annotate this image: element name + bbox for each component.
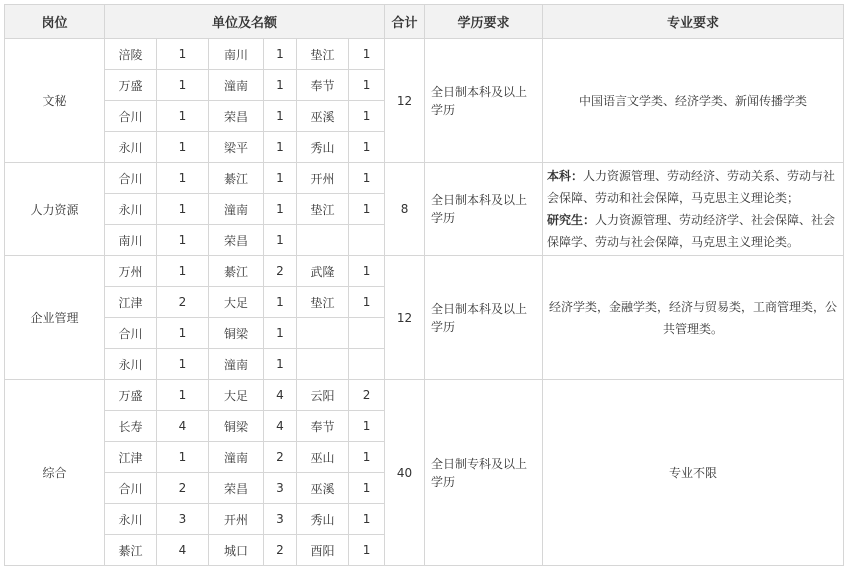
unit-name-cell: 合川 (105, 101, 157, 132)
unit-count-cell: 1 (349, 504, 385, 535)
unit-name-cell: 垫江 (297, 39, 349, 70)
unit-name-cell: 铜梁 (209, 411, 264, 442)
unit-count-cell: 1 (264, 163, 297, 194)
unit-count-cell: 1 (264, 318, 297, 349)
header-units: 单位及名额 (105, 5, 385, 39)
unit-count-cell: 2 (264, 442, 297, 473)
unit-count-cell: 2 (264, 535, 297, 566)
total-cell: 40 (385, 380, 425, 566)
unit-name-cell: 万盛 (105, 70, 157, 101)
post-cell: 综合 (5, 380, 105, 566)
unit-name-cell: 秀山 (297, 132, 349, 163)
unit-count-cell: 1 (157, 70, 209, 101)
unit-name-cell: 南川 (105, 225, 157, 256)
unit-name-cell: 荣昌 (209, 473, 264, 504)
unit-name-cell: 奉节 (297, 411, 349, 442)
unit-count-cell: 4 (157, 411, 209, 442)
unit-name-cell: 万盛 (105, 380, 157, 411)
post-cell: 企业管理 (5, 256, 105, 380)
unit-name-cell: 梁平 (209, 132, 264, 163)
unit-name-cell: 潼南 (209, 349, 264, 380)
unit-count-cell (349, 318, 385, 349)
unit-name-cell: 云阳 (297, 380, 349, 411)
unit-count-cell: 2 (349, 380, 385, 411)
unit-count-cell: 1 (349, 287, 385, 318)
unit-name-cell (297, 349, 349, 380)
unit-count-cell: 2 (157, 287, 209, 318)
unit-count-cell: 1 (157, 318, 209, 349)
unit-count-cell: 1 (157, 256, 209, 287)
unit-count-cell (349, 225, 385, 256)
unit-name-cell: 永川 (105, 349, 157, 380)
unit-name-cell: 合川 (105, 163, 157, 194)
unit-name-cell (297, 318, 349, 349)
unit-count-cell: 4 (264, 380, 297, 411)
education-cell: 全日制本科及以上学历 (425, 39, 543, 163)
unit-count-cell: 1 (157, 194, 209, 225)
unit-name-cell: 南川 (209, 39, 264, 70)
table-body (5, 39, 844, 566)
unit-name-cell: 巫溪 (297, 101, 349, 132)
unit-count-cell: 1 (157, 163, 209, 194)
unit-name-cell: 秀山 (297, 504, 349, 535)
unit-count-cell: 1 (349, 194, 385, 225)
unit-name-cell: 长寿 (105, 411, 157, 442)
major-cell: 中国语言文学类、经济学类、新闻传播学类 (543, 39, 844, 163)
unit-name-cell: 大足 (209, 380, 264, 411)
unit-count-cell: 1 (264, 225, 297, 256)
major-cell: 经济学类，金融学类，经济与贸易类，工商管理类，公共管理类。 (543, 256, 844, 380)
unit-count-cell: 3 (157, 504, 209, 535)
unit-count-cell: 1 (349, 411, 385, 442)
major-undergrad-label: 本科： (547, 169, 584, 183)
unit-count-cell: 1 (157, 380, 209, 411)
major-grad-label: 研究生： (547, 213, 596, 227)
total-cell: 12 (385, 39, 425, 163)
unit-count-cell: 1 (157, 101, 209, 132)
unit-count-cell: 2 (157, 473, 209, 504)
table-row (5, 163, 844, 194)
unit-count-cell: 1 (157, 225, 209, 256)
unit-name-cell: 城口 (209, 535, 264, 566)
unit-count-cell: 1 (349, 101, 385, 132)
unit-name-cell: 綦江 (209, 256, 264, 287)
major-undergrad-text: 人力资源管理、劳动经济、劳动关系、劳动与社会保障、劳动和社会保障，马克思主义理论类； (547, 169, 836, 205)
unit-name-cell: 万州 (105, 256, 157, 287)
unit-count-cell: 1 (264, 70, 297, 101)
education-cell: 全日制本科及以上学历 (425, 256, 543, 380)
major-grad-text: 人力资源管理、劳动经济学、社会保障、社会保障学、劳动与社会保障，马克思主义理论类。 (547, 213, 836, 249)
total-cell: 8 (385, 163, 425, 256)
unit-name-cell: 潼南 (209, 70, 264, 101)
unit-count-cell: 1 (349, 535, 385, 566)
unit-name-cell: 江津 (105, 287, 157, 318)
unit-count-cell: 1 (264, 132, 297, 163)
unit-name-cell: 巫溪 (297, 473, 349, 504)
unit-name-cell: 开州 (209, 504, 264, 535)
unit-name-cell: 开州 (297, 163, 349, 194)
unit-count-cell: 1 (264, 194, 297, 225)
unit-name-cell: 潼南 (209, 442, 264, 473)
header-total: 合计 (385, 5, 425, 39)
table-row (5, 380, 844, 411)
major-cell: 专业不限 (543, 380, 844, 566)
unit-count-cell: 3 (264, 504, 297, 535)
unit-name-cell: 铜梁 (209, 318, 264, 349)
unit-count-cell: 1 (349, 132, 385, 163)
unit-count-cell: 1 (157, 39, 209, 70)
unit-name-cell: 酉阳 (297, 535, 349, 566)
unit-count-cell: 3 (264, 473, 297, 504)
unit-count-cell: 1 (157, 349, 209, 380)
unit-count-cell: 1 (349, 39, 385, 70)
education-cell: 全日制专科及以上学历 (425, 380, 543, 566)
unit-name-cell (297, 225, 349, 256)
header-edu: 学历要求 (425, 5, 543, 39)
unit-name-cell: 垫江 (297, 287, 349, 318)
major-cell (543, 163, 844, 256)
unit-name-cell: 荣昌 (209, 225, 264, 256)
header-major: 专业要求 (543, 5, 844, 39)
table-row (5, 256, 844, 287)
education-cell: 全日制本科及以上学历 (425, 163, 543, 256)
post-cell: 文秘 (5, 39, 105, 163)
unit-count-cell: 1 (349, 473, 385, 504)
unit-count-cell (349, 349, 385, 380)
unit-name-cell: 奉节 (297, 70, 349, 101)
unit-name-cell: 綦江 (209, 163, 264, 194)
unit-count-cell: 4 (157, 535, 209, 566)
unit-count-cell: 1 (264, 101, 297, 132)
unit-name-cell: 江津 (105, 442, 157, 473)
unit-name-cell: 永川 (105, 132, 157, 163)
table-row (5, 39, 844, 70)
unit-name-cell: 綦江 (105, 535, 157, 566)
unit-name-cell: 合川 (105, 473, 157, 504)
unit-count-cell: 1 (264, 349, 297, 380)
unit-count-cell: 1 (157, 132, 209, 163)
unit-name-cell: 荣昌 (209, 101, 264, 132)
unit-name-cell: 巫山 (297, 442, 349, 473)
unit-count-cell: 2 (264, 256, 297, 287)
unit-name-cell: 永川 (105, 194, 157, 225)
header-post: 岗位 (5, 5, 105, 39)
recruitment-table (4, 4, 844, 566)
unit-name-cell: 合川 (105, 318, 157, 349)
unit-count-cell: 1 (349, 70, 385, 101)
unit-name-cell: 潼南 (209, 194, 264, 225)
unit-name-cell: 垫江 (297, 194, 349, 225)
unit-name-cell: 永川 (105, 504, 157, 535)
unit-count-cell: 1 (264, 39, 297, 70)
total-cell: 12 (385, 256, 425, 380)
unit-name-cell: 武隆 (297, 256, 349, 287)
unit-count-cell: 1 (349, 256, 385, 287)
unit-count-cell: 1 (264, 287, 297, 318)
unit-count-cell: 1 (349, 442, 385, 473)
post-cell: 人力资源 (5, 163, 105, 256)
unit-count-cell: 1 (157, 442, 209, 473)
unit-count-cell: 4 (264, 411, 297, 442)
unit-count-cell: 1 (349, 163, 385, 194)
unit-name-cell: 大足 (209, 287, 264, 318)
unit-name-cell: 涪陵 (105, 39, 157, 70)
header-row (5, 5, 844, 39)
